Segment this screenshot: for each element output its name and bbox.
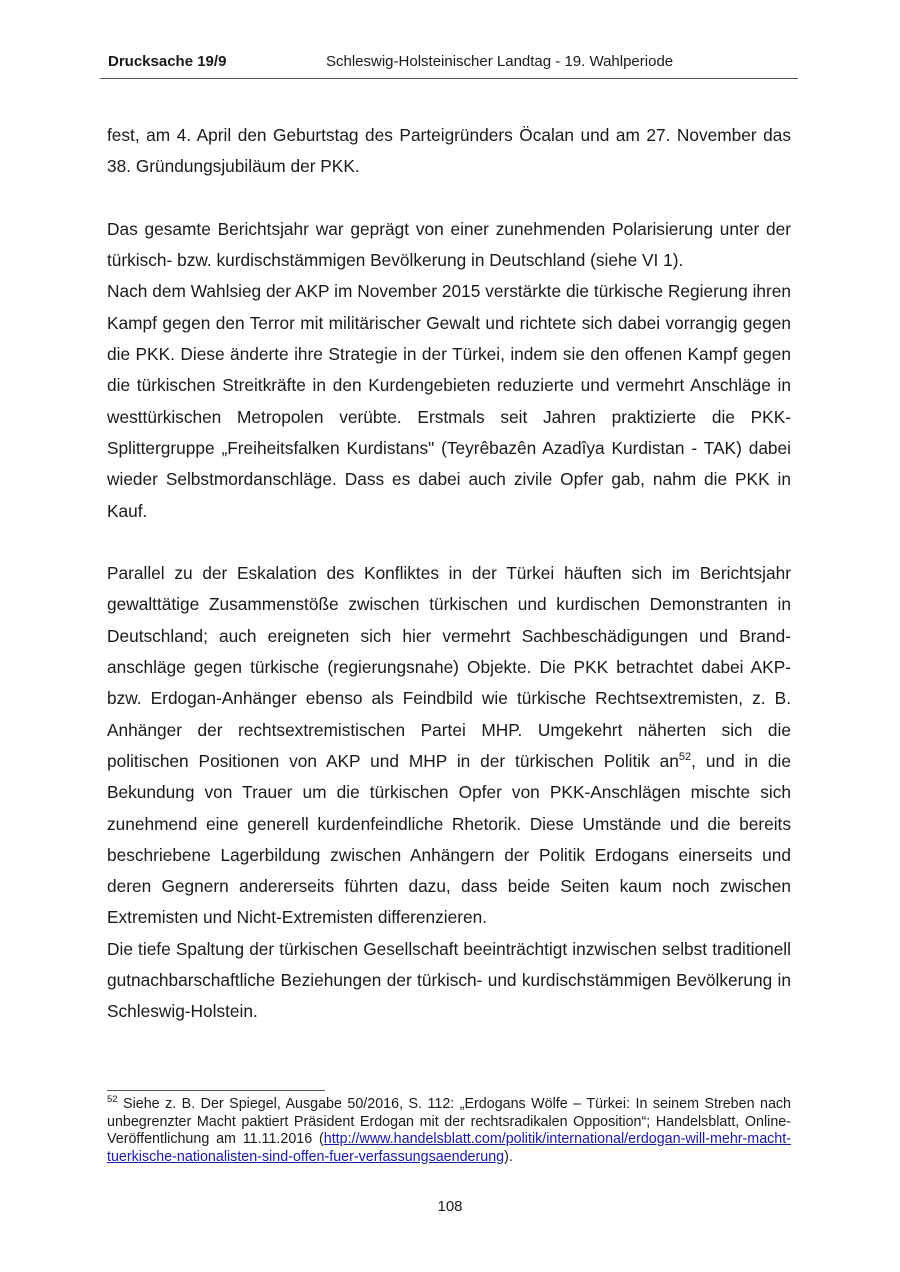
paragraph-4-before: Parallel zu der Eskalation des Konfliktes in der Türkei häuften sich im Berichtsjahr gewalttätige Zusammenstöße zwischen türkischen und kurdischen Demonstranten in Deutschland; auch ereigneten sich hier vermehrt Sachbeschädigungen und Brandanschläge gegen türkische (regierungsnahe) Objekte. Die PKK betrachtet dabei AKP- bzw. Erdogan-Anhänger ebenso als Feindbild wie türkische Rechtsextremisten, z. B. Anhänger der rechtsextremistischen Partei MHP. Umgekehrt näherten sich die politischen Positionen von AKP und MHP in der türkischen Politik an <box>107 563 791 771</box>
paragraph-4 <box>107 558 791 934</box>
footnote-number: 52 <box>107 1094 118 1106</box>
page-number: 108 <box>437 1198 463 1215</box>
footnote-separator <box>107 1090 325 1091</box>
paragraph-2: Das gesamte Berichtsjahr war geprägt von einer zunehmenden Polarisierung unter der türkisch- bzw. kurdischstämmigen Bevölkerung in Deutschland (siehe VI 1). <box>107 218 791 271</box>
footnote <box>107 1096 791 1166</box>
paragraph-5: Die tiefe Spaltung der türkischen Gesellschaft beeinträchtigt inzwischen selbst traditionell gutnachbarschaftliche Beziehungen der türkisch- und kurdischstämmigen Bevölkerung in Schleswig-Holstein. <box>107 938 791 1022</box>
header-title: Schleswig-Holsteinischer Landtag - 19. Wahlperiode <box>326 53 674 70</box>
page-header <box>100 52 798 79</box>
footnote-reference[interactable]: 52 <box>678 751 692 764</box>
paragraph-1: fest, am 4. April den Geburtstag des Parteigründers Öcalan und am 27. November das 38. Gründungsjubiläum der PKK. <box>107 125 791 177</box>
paragraph-3: Nach dem Wahlsieg der AKP im November 2015 verstärkte die türkische Regierung ihren Kampf gegen den Terror mit militärischer Gewalt und richtete sich dabei vorrangig gegen die PKK. Diese änderte ihre Strategie in der Türkei, indem sie den offenen Kampf gegen die türkischen Streitkräfte in den Kurdengebieten reduzierte und vermehrt Anschläge in westtürkischen Metropolen verübte. Erstmals seit Jahren praktizierte die PKK-Splittergruppe „Freiheitsfalken Kurdistans" (Teyrêbazên Azadîya Kurdistan - TAK) dabei wieder Selbstmordanschläge. Dass es dabei auch zivile Opfer gab, nahm die PKK in Kauf. <box>107 281 791 521</box>
footnote-link[interactable]: http://www.handelsblatt.com/politik/international/erdogan-will-mehr-macht-tuerkische-nationalisten-sind-offen-fuer-verfassungsaenderung <box>107 1131 791 1165</box>
footnote-after: ). <box>504 1148 513 1165</box>
footnote-text: Siehe z. B. Der Spiegel, Ausgabe 50/2016, S. 112: „Erdogans Wölfe – Türkei: In seinem Streben nach unbegrenzter Macht paktiert Präsident Erdogan mit der rechtsradikalen Opposition“; Handelsblatt, Online-Veröffentlichung am 11.11.2016 ( <box>107 1096 791 1147</box>
body-text <box>107 120 791 1028</box>
document-number: Drucksache 19/9 <box>108 53 227 70</box>
paragraph-4-after: , und in die Bekundung von Trauer um die türkischen Opfer von PKK-Anschlägen mischte sich zunehmend eine generell kurdenfeindliche Rhetorik. Diese Umstände und die bereits beschriebene Lagerbildung zwischen Anhängern der Politik Erdogans einerseits und deren Gegnern andererseits führten dazu, dass beide Seiten kaum noch zwischen Extremisten und Nicht-Extremisten differenzieren. <box>107 750 791 928</box>
